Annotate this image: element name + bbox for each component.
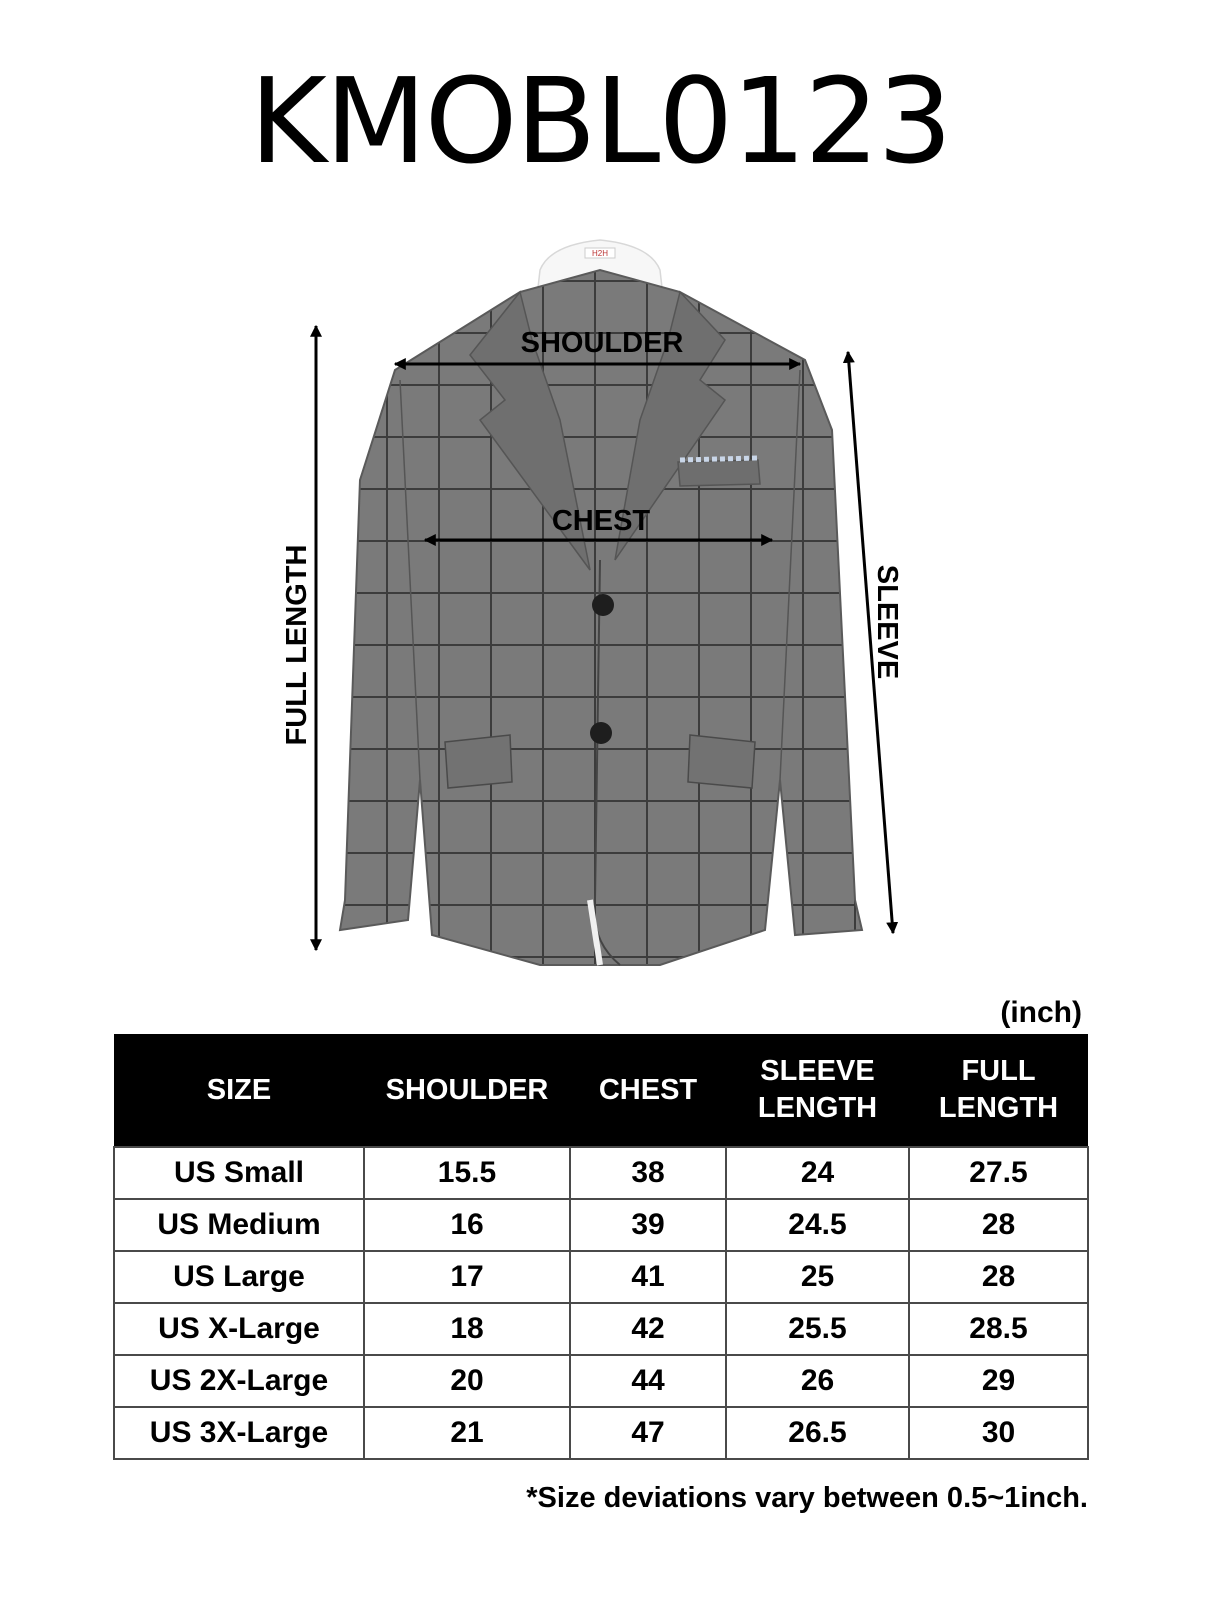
shirt-tag-text: H2H	[591, 249, 609, 258]
cell-sleeve-length: 26.5	[726, 1407, 909, 1459]
cell-sleeve-length: 24.5	[726, 1199, 909, 1251]
cell-chest: 42	[570, 1303, 726, 1355]
table-row	[114, 1303, 1088, 1355]
cell-sleeve-length: 24	[726, 1147, 909, 1199]
cell-size: US 2X-Large	[114, 1355, 364, 1407]
cell-shoulder: 18	[364, 1303, 570, 1355]
header-sleeve-length: SLEEVE LENGTH	[726, 1034, 909, 1147]
header-size: SIZE	[114, 1034, 364, 1147]
header-chest: CHEST	[570, 1034, 726, 1147]
jacket-body	[330, 260, 870, 970]
cell-sleeve-length: 25	[726, 1251, 909, 1303]
cell-shoulder: 20	[364, 1355, 570, 1407]
cell-full-length: 29	[909, 1355, 1088, 1407]
table-row	[114, 1199, 1088, 1251]
shoulder-label: SHOULDER	[520, 327, 684, 359]
table-row	[114, 1407, 1088, 1459]
table-row	[114, 1147, 1088, 1199]
cell-shoulder: 16	[364, 1199, 570, 1251]
cell-size: US Large	[114, 1251, 364, 1303]
header-full-length: FULL LENGTH	[909, 1034, 1088, 1147]
cell-sleeve-length: 25.5	[726, 1303, 909, 1355]
cell-shoulder: 15.5	[364, 1147, 570, 1199]
cell-chest: 38	[570, 1147, 726, 1199]
full-length-label: FULL LENGTH	[281, 544, 313, 746]
cell-size: US Medium	[114, 1199, 364, 1251]
unit-label: (inch)	[1000, 996, 1082, 1029]
table-header-row	[114, 1034, 1088, 1147]
sleeve-label: SLEEVE	[871, 564, 903, 680]
cell-full-length: 30	[909, 1407, 1088, 1459]
cell-size: US 3X-Large	[114, 1407, 364, 1459]
left-flap-pocket	[445, 735, 512, 788]
cell-sleeve-length: 26	[726, 1355, 909, 1407]
size-deviation-note: *Size deviations vary between 0.5~1inch.	[526, 1482, 1088, 1514]
jacket-button-top	[592, 594, 614, 616]
header-shoulder: SHOULDER	[364, 1034, 570, 1147]
cell-size: US X-Large	[114, 1303, 364, 1355]
cell-full-length: 28	[909, 1251, 1088, 1303]
size-chart-table	[113, 1034, 1089, 1460]
cell-shoulder: 17	[364, 1251, 570, 1303]
cell-chest: 47	[570, 1407, 726, 1459]
right-flap-pocket	[688, 735, 755, 788]
chest-label: CHEST	[551, 505, 651, 537]
cell-chest: 39	[570, 1199, 726, 1251]
table-row	[114, 1251, 1088, 1303]
cell-size: US Small	[114, 1147, 364, 1199]
cell-chest: 44	[570, 1355, 726, 1407]
cell-full-length: 28	[909, 1199, 1088, 1251]
table-row	[114, 1355, 1088, 1407]
product-code-title: KMOBL0123	[249, 52, 951, 190]
cell-full-length: 28.5	[909, 1303, 1088, 1355]
cell-full-length: 27.5	[909, 1147, 1088, 1199]
chest-pocket	[678, 460, 760, 486]
jacket-button-bottom	[590, 722, 612, 744]
cell-chest: 41	[570, 1251, 726, 1303]
cell-shoulder: 21	[364, 1407, 570, 1459]
